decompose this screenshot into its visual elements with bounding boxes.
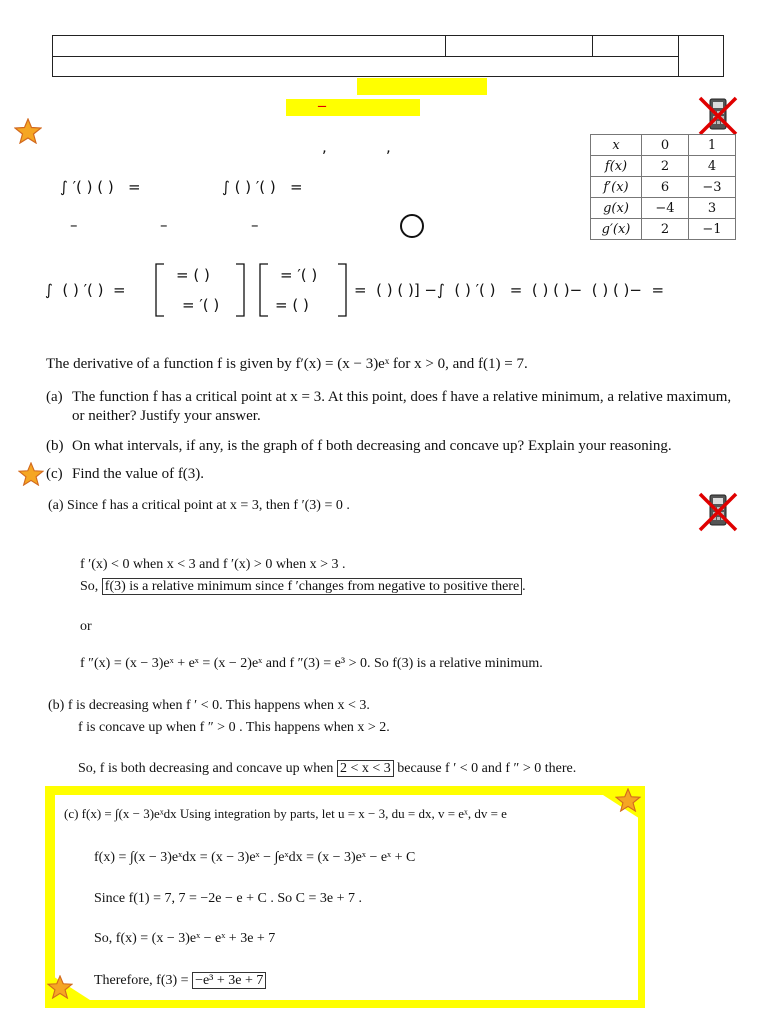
bracket-left — [256, 262, 270, 318]
header-cell-1 — [53, 36, 446, 57]
solution-c-line3: Since f(1) = 7, 7 = −2e − e + C . So C = 3e + 7 . — [94, 891, 362, 906]
problem-intro: The derivative of a function f is given by f′(x) = (x − 3)eˣ for x > 0, and f(1) = 7. — [46, 356, 528, 372]
highlight-bar-second — [286, 99, 420, 116]
cell: 2 — [642, 219, 689, 240]
header-cell-wide — [53, 56, 679, 77]
circle-icon — [397, 211, 427, 241]
bracket-entry: = ′( ) — [182, 296, 220, 314]
table-header-x: x — [591, 135, 642, 156]
solution-c-line2: f(x) = ∫(x − 3)eˣdx = (x − 3)eˣ − ∫eˣdx = (x − 3)eˣ − eˣ + C — [94, 850, 416, 865]
row-label: f(x) — [591, 156, 642, 177]
comma-mark: , — [322, 138, 327, 156]
formula-integral-1: ∫ ′( ) ( ) = — [60, 178, 141, 196]
solution-a-line2: f ′(x) < 0 when x < 3 and f ′(x) > 0 when x > 3 . — [80, 557, 346, 572]
table-header-0: 0 — [642, 135, 689, 156]
part-b-label: (b) — [46, 438, 64, 454]
table-header-1: 1 — [689, 135, 736, 156]
boxed-answer-a: f(3) is a relative minimum since f ′changes from negative to positive there — [102, 578, 522, 595]
part-a-label: (a) — [46, 389, 63, 405]
row-label: g′(x) — [591, 219, 642, 240]
part-c-question: Find the value of f(3). — [72, 466, 205, 482]
dash-mark: – — [70, 216, 78, 234]
formula-parts: ∫ ( ) ′( ) = — [45, 281, 126, 299]
solution-b-line1: (b) f is decreasing when f ′ < 0. This happens when x < 3. — [48, 698, 370, 713]
solution-a-prefix: So, — [80, 579, 99, 594]
red-dash-mark: – — [318, 97, 326, 114]
solution-b-prefix: So, f is both decreasing and concave up when — [78, 761, 334, 776]
dash-mark: – — [160, 216, 168, 234]
table-header-row — [591, 135, 736, 156]
no-calculator-icon — [697, 491, 739, 533]
bracket-entry: = ( ) — [176, 266, 210, 284]
dash-mark: – — [251, 216, 259, 234]
star-icon — [615, 788, 641, 812]
part-c-label: (c) — [46, 466, 63, 482]
cell: −3 — [689, 177, 736, 198]
part-a-question: The function f has a critical point at x = 3. At this point, does f have a relative minimum, a relative maximum, or neither? Justify your answer. — [72, 389, 732, 424]
bracket-left — [152, 262, 166, 318]
header-table — [52, 35, 724, 77]
cell: 4 — [689, 156, 736, 177]
row-label: f′(x) — [591, 177, 642, 198]
bracket-right — [336, 262, 350, 318]
header-cell-4 — [679, 36, 724, 77]
bracket-right — [234, 262, 248, 318]
table-row — [591, 198, 736, 219]
bracket-entry: = ( ) — [275, 296, 309, 314]
bracket-entry: = ′( ) — [280, 266, 318, 284]
header-cell-2 — [446, 36, 593, 57]
part-b-question: On what intervals, if any, is the graph of f both decreasing and concave up? Explain your reasoning. — [72, 438, 672, 454]
formula-integral-2: ∫ ( ) ′( ) = — [222, 178, 303, 196]
solution-a-line4: f ″(x) = (x − 3)eˣ + eˣ = (x − 2)eˣ and f ″(3) = e³ > 0. So f(3) is a relative minimum. — [80, 656, 543, 671]
row-label: g(x) — [591, 198, 642, 219]
formula-tail: = ( ) ( )] −∫ ( ) ′( ) = ( ) ( )− ( ) ( )− = — [354, 281, 665, 299]
no-calculator-icon — [697, 95, 739, 137]
table-row — [591, 219, 736, 240]
star-icon — [18, 462, 44, 486]
cell: −1 — [689, 219, 736, 240]
solution-b-line2: f is concave up when f ″ > 0 . This happens when x > 2. — [78, 720, 390, 735]
solution-c-line1: (c) f(x) = ∫(x − 3)eˣdx Using integration by parts, let u = x − 3, du = dx, v = eˣ, dv = e — [64, 806, 507, 821]
cell: 2 — [642, 156, 689, 177]
solution-c-line5 — [94, 972, 266, 990]
solution-b-suffix: because f ′ < 0 and f ″ > 0 there. — [397, 761, 577, 776]
header-cell-3 — [593, 36, 679, 57]
cell: 3 — [689, 198, 736, 219]
solution-a-line1: (a) Since f has a critical point at x = 3, then f ′(3) = 0 . — [48, 498, 350, 513]
solution-b-line3 — [78, 760, 576, 778]
cell: −4 — [642, 198, 689, 219]
solution-a-suffix: . — [522, 579, 526, 594]
star-icon — [47, 975, 73, 999]
highlight-bar-top — [357, 78, 487, 95]
star-icon — [14, 118, 42, 144]
table-row — [591, 177, 736, 198]
comma-mark: , — [386, 138, 391, 156]
solution-a-line3 — [80, 578, 526, 596]
boxed-answer-b: 2 < x < 3 — [337, 760, 394, 777]
solution-c-line4: So, f(x) = (x − 3)eˣ − eˣ + 3e + 7 — [94, 931, 276, 946]
solution-c-prefix: Therefore, f(3) = — [94, 973, 189, 988]
table-row — [591, 156, 736, 177]
function-value-table — [590, 134, 736, 240]
cell: 6 — [642, 177, 689, 198]
boxed-answer-c: −e³ + 3e + 7 — [192, 972, 266, 989]
solution-or: or — [80, 619, 92, 634]
